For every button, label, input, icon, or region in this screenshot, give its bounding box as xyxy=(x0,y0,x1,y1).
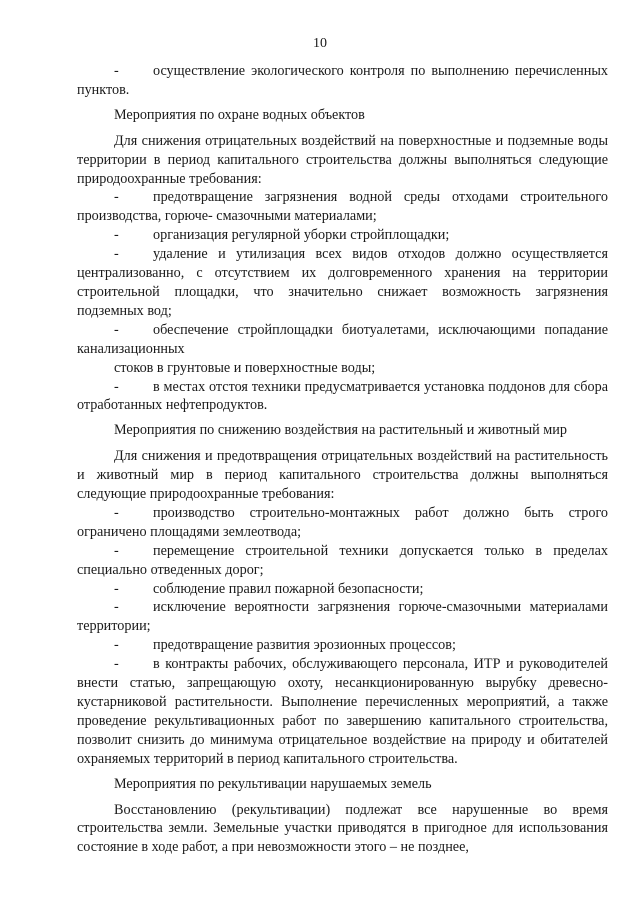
document-body xyxy=(77,62,608,857)
bullet-dash: - xyxy=(114,656,119,673)
bullet-dash: - xyxy=(114,580,119,597)
bullet-text: перемещение строительной техники допускается только в пределах специально отведенных дорог; xyxy=(77,542,608,578)
paragraph: Для снижения и предотвращения отрицательных воздействий на растительность и животный мир в период капитального строительства должны выполняться следующие природоохранные требования: xyxy=(77,448,608,503)
bullet-dash: - xyxy=(114,542,119,559)
bullet-item xyxy=(77,655,608,768)
bullet-item xyxy=(77,378,608,416)
bullet-item xyxy=(77,226,608,245)
section-heading-recultivation: Мероприятия по рекультивации нарушаемых земель xyxy=(114,775,432,792)
bullet-dash: - xyxy=(114,637,119,654)
page-number: 10 xyxy=(313,36,327,51)
bullet-text: исключение вероятности загрязнения горюче-смазочными материалами территории; xyxy=(77,599,608,635)
bullet-dash: - xyxy=(114,227,119,244)
bullet-dash: - xyxy=(114,378,119,395)
bullet-item xyxy=(77,598,608,636)
bullet-dash: - xyxy=(114,246,119,263)
bullet-dash: - xyxy=(114,504,119,521)
bullet-text: соблюдение правил пожарной безопасности; xyxy=(153,580,424,597)
bullet-text: в местах отстоя техники предусматривается установка поддонов для сбора отработанных нефтепродуктов. xyxy=(77,378,608,414)
bullet-text: обеспечение стройплощадки биотуалетами, исключающими попадание канализационных xyxy=(77,321,608,357)
bullet-item xyxy=(77,504,608,542)
bullet-dash: - xyxy=(114,599,119,616)
bullet-dash: - xyxy=(114,189,119,206)
paragraph: Восстановлению (рекультивации) подлежат все нарушенные во время строительства земли. Земельные участки приводятся в пригодное для использования состояние в ходе работ, а при невозможности этого – не позднее, xyxy=(77,801,608,856)
bullet-text: предотвращение загрязнения водной среды отходами строительного производства, горюче- смазочными материалами; xyxy=(77,189,608,225)
bullet-item xyxy=(77,321,608,359)
section-heading-flora-fauna: Мероприятия по снижению воздействия на растительный и животный мир xyxy=(114,422,567,439)
section-heading-water: Мероприятия по охране водных объектов xyxy=(114,106,365,123)
bullet-item xyxy=(77,62,608,100)
bullet-item xyxy=(77,188,608,226)
bullet-text: осуществление экологического контроля по выполнению перечисленных пунктов. xyxy=(77,63,608,98)
bullet-item xyxy=(77,580,608,599)
bullet-continuation: стоков в грунтовые и поверхностные воды; xyxy=(114,359,376,376)
paragraph: Для снижения отрицательных воздействий на поверхностные и подземные воды территории в период капитального строительства должны выполняться следующие природоохранные требования: xyxy=(77,132,608,187)
bullet-text: в контракты рабочих, обслуживающего персонала, ИТР и руководителей внести статью, запрещающую охоту, несанкционированную вырубку древесно-кустарниковой растительности. Выполнение перечисленных мероприятий, а также проведение рекультивационных работ по завершению капитального строительства, позволит снизить до минимума отрицательное воздействие на природу и обитателей охраняемых территорий в период капитального строительства. xyxy=(77,656,608,767)
bullet-item xyxy=(77,542,608,580)
bullet-dash: - xyxy=(114,63,119,79)
bullet-text: организация регулярной уборки стройплощадки; xyxy=(153,227,450,244)
bullet-text: удаление и утилизация всех видов отходов должно осуществляется централизованно, с отсутствием их долговременного хранения на территории строительной площадки, что значительно снижает возможность загрязнения подземных вод; xyxy=(77,246,608,319)
bullet-dash: - xyxy=(114,321,119,338)
bullet-text: предотвращение развития эрозионных процессов; xyxy=(153,637,456,654)
bullet-text: производство строительно-монтажных работ должно быть строго ограничено площадями землеотвода; xyxy=(77,504,608,540)
bullet-item xyxy=(77,636,608,655)
bullet-item xyxy=(77,245,608,321)
